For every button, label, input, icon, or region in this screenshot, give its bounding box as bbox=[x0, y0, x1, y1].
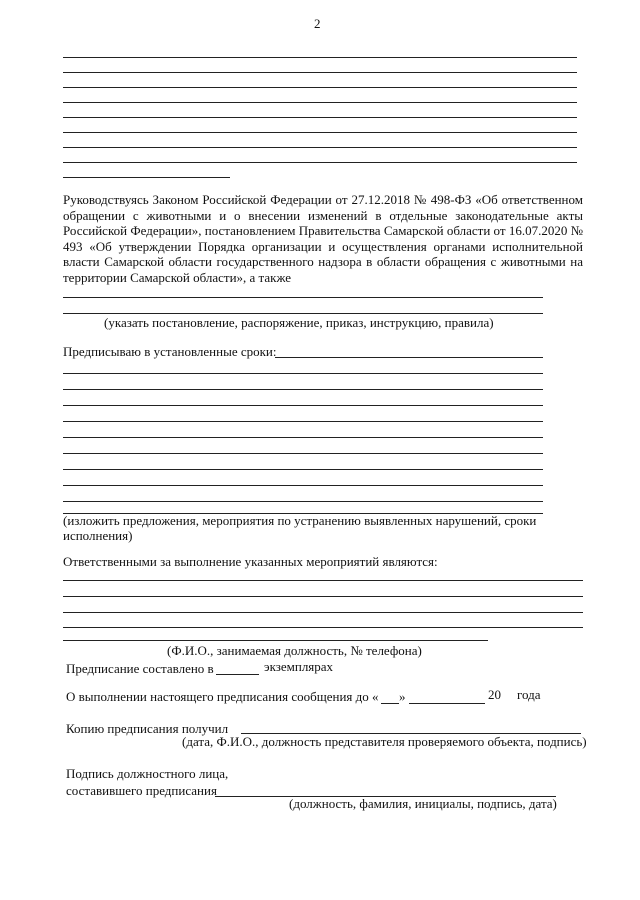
blank-line[interactable] bbox=[63, 469, 543, 470]
blank-line[interactable] bbox=[63, 437, 543, 438]
copies-count-input[interactable] bbox=[216, 674, 259, 675]
blank-line bbox=[63, 72, 577, 73]
report-quote-close: » bbox=[399, 689, 406, 704]
blank-line[interactable] bbox=[63, 405, 543, 406]
blank-line[interactable] bbox=[63, 485, 543, 486]
blank-line[interactable] bbox=[63, 612, 583, 613]
basis-input-line[interactable] bbox=[63, 297, 543, 298]
blank-line bbox=[63, 102, 577, 103]
responsible-label: Ответственными за выполнение указанных мероприятий являются: bbox=[63, 554, 438, 569]
signature-hint: (должность, фамилия, инициалы, подпись, дата) bbox=[289, 796, 557, 811]
copies-prefix: Предписание составлено в bbox=[66, 661, 214, 676]
blank-line[interactable] bbox=[63, 373, 543, 374]
blank-line[interactable] bbox=[63, 640, 488, 641]
report-prefix: О выполнении настоящего предписания сообщения до « bbox=[66, 689, 379, 704]
blank-line[interactable] bbox=[63, 580, 583, 581]
prescribe-label: Предписываю в установленные сроки: bbox=[63, 344, 277, 359]
blank-line bbox=[63, 117, 577, 118]
measures-hint: (изложить предложения, мероприятия по устранению выявленных нарушений, сроки bbox=[63, 513, 537, 528]
report-day-input[interactable] bbox=[381, 703, 399, 704]
copy-received-hint: (дата, Ф.И.О., должность представителя проверяемого объекта, подпись) bbox=[182, 734, 587, 749]
signature-label: Подпись должностного лица, bbox=[66, 766, 229, 781]
blank-line bbox=[63, 147, 577, 148]
blank-line[interactable] bbox=[63, 421, 543, 422]
blank-line bbox=[63, 57, 577, 58]
prescribe-input-line[interactable] bbox=[275, 357, 543, 358]
basis-hint: (указать постановление, распоряжение, приказ, инструкцию, правила) bbox=[104, 315, 494, 330]
blank-line bbox=[63, 87, 577, 88]
blank-line bbox=[63, 132, 577, 133]
report-year-suffix: года bbox=[517, 687, 541, 702]
blank-line[interactable] bbox=[63, 453, 543, 454]
copy-received-label: Копию предписания получил bbox=[66, 721, 229, 736]
blank-line bbox=[63, 177, 230, 178]
report-month-input[interactable] bbox=[409, 703, 485, 704]
page-number: 2 bbox=[314, 16, 321, 31]
basis-paragraph: Руководствуясь Законом Российской Федерации от 27.12.2018 № 498-ФЗ «Об ответственном обращении с животными и о внесении изменений в отдельные законодательные акты Российской Федерации», постановлением Правительства Самарской области от 16.07.2020 № 493 «Об утверждении Порядка организации и осуществления органами исполнительной власти Самарской области государственного надзора в области обращения с животными на территории Самарской области», а также bbox=[63, 192, 583, 285]
basis-input-line[interactable] bbox=[63, 313, 543, 314]
blank-line[interactable] bbox=[63, 627, 583, 628]
blank-line bbox=[63, 162, 577, 163]
blank-line[interactable] bbox=[63, 501, 543, 502]
blank-line[interactable] bbox=[63, 389, 543, 390]
responsible-hint: (Ф.И.О., занимаемая должность, № телефона) bbox=[167, 643, 422, 658]
blank-line[interactable] bbox=[63, 596, 583, 597]
report-year-prefix: 20 bbox=[488, 687, 501, 702]
signature-label-cont: составившего предписания bbox=[66, 783, 217, 798]
copies-suffix: экземплярах bbox=[264, 659, 334, 674]
measures-hint-cont: исполнения) bbox=[63, 528, 133, 543]
